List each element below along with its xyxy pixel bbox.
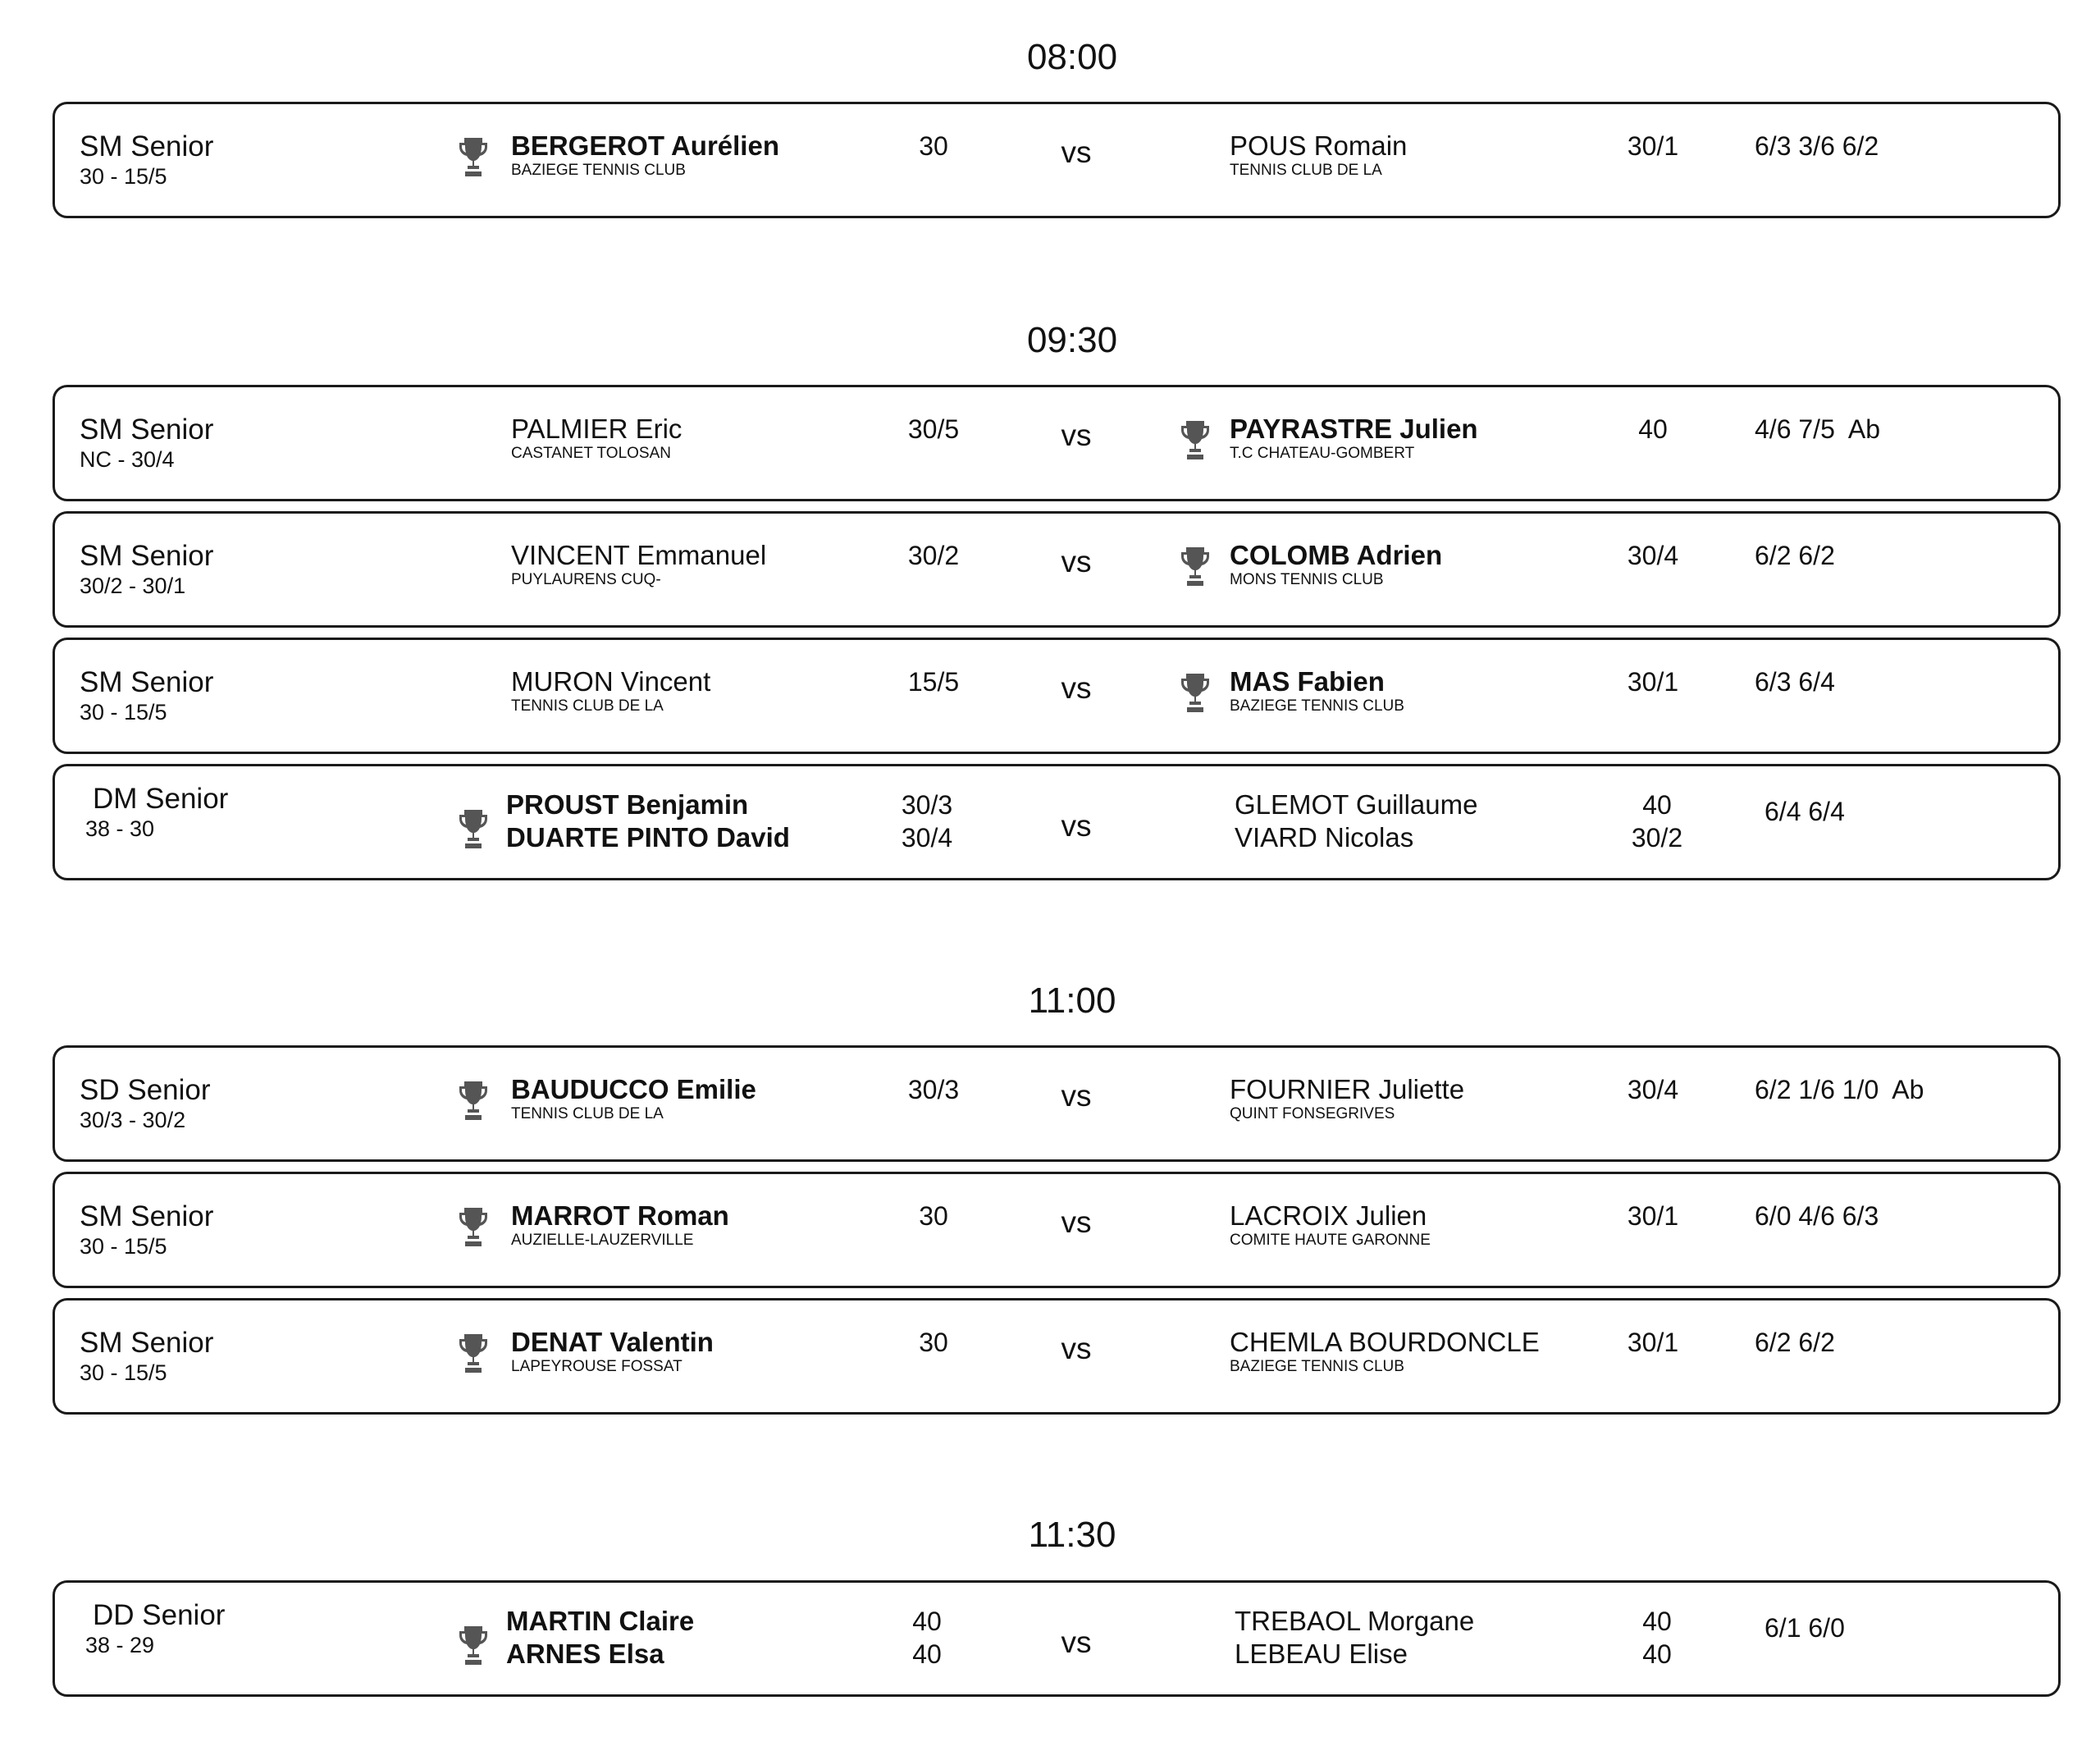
player1-name: MURON Vincent [511,666,711,697]
team1-player2-rank: 30/4 [901,823,953,853]
player1-name: MARROT Roman [511,1200,729,1231]
player2-rank: 30/1 [1627,1201,1679,1231]
team1-player2-name: DUARTE PINTO David [506,822,790,853]
match-category: SM Senior [80,130,214,162]
team2-player1-rank: 40 [1642,1607,1672,1636]
match-category: SM Senior [80,1200,214,1232]
trophy-icon [1179,545,1212,587]
player2-rank: 30/4 [1627,1075,1679,1104]
vs-label: vs [1061,1625,1092,1659]
player1-club: CASTANET TOLOSAN [511,445,671,462]
team2-player1-name: GLEMOT Guillaume [1235,789,1478,820]
trophy-icon [1179,418,1212,461]
team1-player1-name: PROUST Benjamin [506,789,749,820]
player1-rank: 30/2 [907,541,960,570]
team2-player2-rank: 30/2 [1631,823,1683,853]
vs-label: vs [1061,671,1092,705]
player2-club: BAZIEGE TENNIS CLUB [1230,697,1404,715]
player2-rank: 30/1 [1627,667,1679,697]
match-card-doubles [52,1580,2061,1697]
match-category: SM Senior [80,666,214,698]
match-category: DD Senior [93,1599,226,1631]
player1-rank: 30/3 [907,1075,960,1104]
match-category: DM Senior [93,783,229,815]
match-card [52,385,2061,501]
player2-rank: 30/1 [1627,1328,1679,1357]
player1-name: DENAT Valentin [511,1327,714,1357]
player1-rank: 30/5 [907,414,960,444]
vs-label: vs [1061,1079,1092,1113]
team1-player1-rank: 40 [912,1607,942,1636]
match-ranking-range: 30/2 - 30/1 [80,574,186,598]
player2-name: CHEMLA BOURDONCLE [1230,1327,1540,1357]
slot-time-1100: 11:00 [1028,980,1116,1021]
player1-name: BERGEROT Aurélien [511,130,779,161]
team1-player1-name: MARTIN Claire [506,1606,695,1636]
match-ranking-range: 30 - 15/5 [80,164,167,189]
team2-player1-name: TREBAOL Morgane [1235,1606,1475,1636]
team2-player2-rank: 40 [1642,1639,1672,1669]
match-category: SM Senior [80,1327,214,1359]
match-card [52,638,2061,754]
trophy-icon [457,807,490,850]
slot-time-0800: 08:00 [1026,37,1118,77]
player2-club: T.C CHATEAU-GOMBERT [1230,445,1415,462]
trophy-icon [457,135,490,178]
match-card-doubles [52,764,2061,880]
player2-club: QUINT FONSEGRIVES [1230,1105,1395,1122]
match-ranking-range: 38 - 29 [85,1633,155,1657]
trophy-icon [457,1205,490,1248]
match-ranking-range: 30 - 15/5 [80,700,167,725]
player2-name: COLOMB Adrien [1230,540,1443,570]
match-card [52,102,2061,218]
team2-player1-rank: 40 [1642,790,1672,820]
match-score: 6/3 3/6 6/2 [1755,131,1879,161]
trophy-icon [457,1332,490,1374]
match-score: 6/4 6/4 [1764,797,1845,826]
player1-name: VINCENT Emmanuel [511,540,767,570]
trophy-icon [457,1079,490,1122]
player1-club: PUYLAURENS CUQ- [511,571,661,588]
player2-club: COMITE HAUTE GARONNE [1230,1232,1431,1249]
match-ranking-range: 30 - 15/5 [80,1360,167,1385]
match-category: SD Senior [80,1074,211,1106]
match-card [52,1172,2061,1288]
player2-rank: 30/4 [1627,541,1679,570]
team1-player2-name: ARNES Elsa [506,1639,664,1669]
player2-name: POUS Romain [1230,130,1408,161]
match-category: SM Senior [80,414,214,446]
player1-club: BAZIEGE TENNIS CLUB [511,162,686,179]
player1-rank: 30 [919,1328,948,1357]
match-ranking-range: 30 - 15/5 [80,1234,167,1259]
match-ranking-range: 38 - 30 [85,816,155,841]
match-score: 6/2 1/6 1/0 Ab [1755,1075,1924,1104]
player1-name: BAUDUCCO Emilie [511,1074,756,1104]
vs-label: vs [1061,418,1092,452]
team2-player2-name: LEBEAU Elise [1235,1639,1408,1669]
match-score: 4/6 7/5 Ab [1755,414,1881,444]
player2-name: PAYRASTRE Julien [1230,414,1478,444]
match-card [52,511,2061,628]
player2-rank: 40 [1638,414,1668,444]
team2-player2-name: VIARD Nicolas [1235,822,1414,853]
player1-club: TENNIS CLUB DE LA [511,697,664,715]
team1-player1-rank: 30/3 [901,790,953,820]
player2-name: MAS Fabien [1230,666,1385,697]
player1-rank: 30 [919,131,948,161]
vs-label: vs [1061,1205,1092,1239]
vs-label: vs [1061,545,1092,578]
slot-time-0930: 09:30 [1026,320,1118,360]
vs-label: vs [1061,135,1092,169]
match-score: 6/2 6/2 [1755,1328,1835,1357]
match-ranking-range: NC - 30/4 [80,447,175,472]
vs-label: vs [1061,1332,1092,1365]
player2-rank: 30/1 [1627,131,1679,161]
player2-name: FOURNIER Juliette [1230,1074,1465,1104]
player1-club: TENNIS CLUB DE LA [511,1105,664,1122]
player1-name: PALMIER Eric [511,414,682,444]
player1-rank: 15/5 [907,667,960,697]
slot-time-1130: 11:30 [1028,1515,1116,1555]
match-score: 6/3 6/4 [1755,667,1835,697]
player2-club: TENNIS CLUB DE LA [1230,162,1382,179]
match-category: SM Senior [80,540,214,572]
trophy-icon [457,1624,490,1666]
player2-club: BAZIEGE TENNIS CLUB [1230,1358,1404,1375]
match-score: 6/2 6/2 [1755,541,1835,570]
match-ranking-range: 30/3 - 30/2 [80,1108,186,1132]
player2-club: MONS TENNIS CLUB [1230,571,1384,588]
match-card [52,1045,2061,1162]
player2-name: LACROIX Julien [1230,1200,1427,1231]
player1-rank: 30 [919,1201,948,1231]
match-card [52,1298,2061,1415]
player1-club: AUZIELLE-LAUZERVILLE [511,1232,694,1249]
player1-club: LAPEYROUSE FOSSAT [511,1358,682,1375]
vs-label: vs [1061,809,1092,843]
match-score: 6/1 6/0 [1764,1613,1845,1643]
trophy-icon [1179,671,1212,714]
team1-player2-rank: 40 [912,1639,942,1669]
match-score: 6/0 4/6 6/3 [1755,1201,1879,1231]
